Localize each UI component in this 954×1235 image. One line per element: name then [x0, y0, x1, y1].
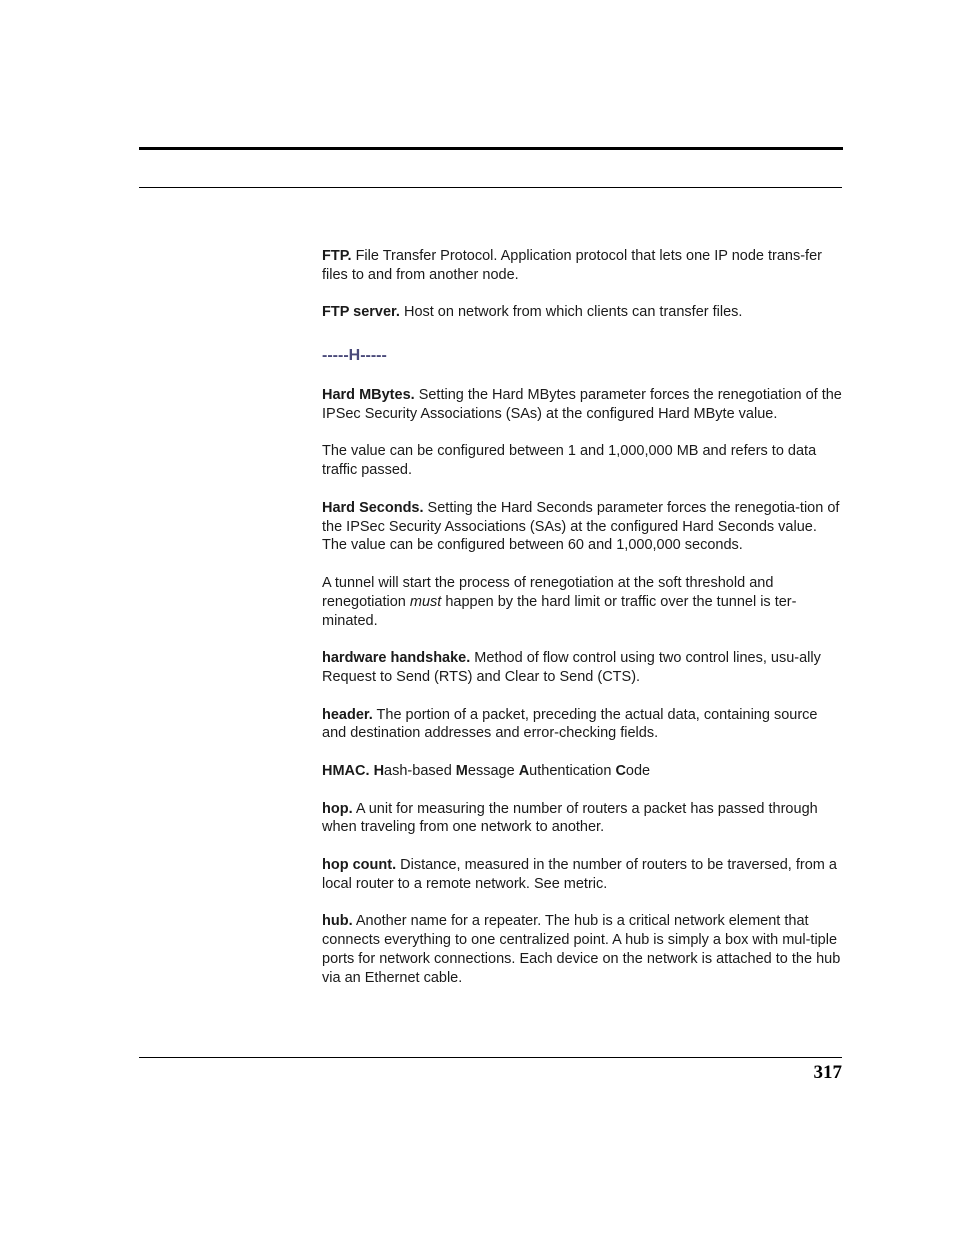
glossary-term: hardware handshake. — [322, 650, 471, 667]
glossary-term: FTP. — [322, 248, 352, 264]
acronym-letter: C — [615, 762, 626, 779]
glossary-definition: Host on network from which clients can transfer files. — [399, 304, 743, 321]
glossary-definition: Setting the Hard Seconds parameter forces the renegotia-tion of the IPSec Security Associations (SAs) at the configured Hard Seconds value. The value can be configured between 60 and 1,000,000 seconds. — [322, 499, 840, 554]
acronym-rest: uthentication — [529, 762, 616, 779]
glossary-definition: File Transfer Protocol. Application protocol that lets one IP node trans-fer files to and from another node. — [322, 248, 822, 283]
glossary-content — [322, 247, 842, 1006]
glossary-definition: The portion of a packet, preceding the actual data, containing source and destination addresses and error-checking fields. — [322, 706, 818, 742]
emphasis-text: must — [409, 593, 442, 610]
glossary-entry-hub — [322, 912, 842, 987]
acronym-letter: M — [455, 762, 468, 779]
glossary-term: hub. — [322, 913, 353, 930]
glossary-entry-hmac — [322, 762, 842, 781]
glossary-entry-hop-count — [322, 856, 842, 894]
acronym-rest: ode — [625, 762, 651, 779]
paragraph-text: happen by the hard limit or traffic over the tunnel is ter-minated. — [322, 593, 797, 629]
glossary-entry-hop — [322, 800, 842, 838]
glossary-paragraph-hard-mbytes-range: The value can be configured between 1 and 1,000,000 MB and refers to data traffic passed. — [322, 443, 817, 479]
glossary-entry-hard-mbytes — [322, 386, 842, 424]
acronym-rest: essage — [467, 762, 519, 779]
glossary-entry-ftp-server — [322, 303, 842, 322]
page-number: 317 — [813, 1062, 842, 1083]
glossary-term: HMAC. — [322, 762, 370, 779]
paragraph-text: A tunnel will start the process of renegotiation at the soft threshold and renegotiation — [322, 574, 774, 610]
glossary-definition: A unit for measuring the number of routers a packet has passed through when traveling from one network to another. — [322, 800, 818, 836]
acronym-letter: A — [518, 762, 530, 779]
glossary-definition: Method of flow control using two control lines, usu-ally Request to Send (RTS) and Clear to Send (CTS). — [322, 650, 821, 685]
glossary-entry-header — [322, 706, 842, 744]
glossary-entry-hard-seconds — [322, 499, 842, 555]
footer-rule — [139, 1057, 842, 1058]
glossary-definition: Another name for a repeater. The hub is a critical network element that connects everything to one centralized point. A hub is simply a box with mul-tiple ports for network connections. Each device on the network is attached to the hub via an Ethernet cable. — [322, 913, 841, 986]
glossary-definition: Distance, measured in the number of routers to be traversed, from a local router to a remote network. See metric. — [322, 856, 837, 892]
glossary-term: hop. — [322, 800, 353, 817]
header-rule-thick — [139, 147, 843, 150]
glossary-term: Hard MBytes. — [322, 386, 415, 403]
glossary-term: Hard Seconds. — [322, 499, 424, 516]
glossary-definition: Setting the Hard MBytes parameter forces the renegotiation of the IPSec Security Associations (SAs) at the configured Hard MByte value. — [322, 386, 842, 422]
header-rule-thin — [139, 187, 842, 188]
glossary-term: hop count. — [322, 856, 397, 873]
glossary-term: header. — [322, 706, 373, 723]
acronym-rest: ash-based — [384, 762, 456, 779]
glossary-paragraph-tunnel-renegotiation — [322, 574, 842, 630]
section-letter-heading: -----H----- — [322, 346, 387, 364]
glossary-entry-ftp — [322, 247, 842, 285]
acronym-letter: H — [373, 762, 385, 779]
glossary-term: FTP server. — [322, 304, 400, 321]
glossary-entry-hardware-handshake — [322, 649, 842, 687]
